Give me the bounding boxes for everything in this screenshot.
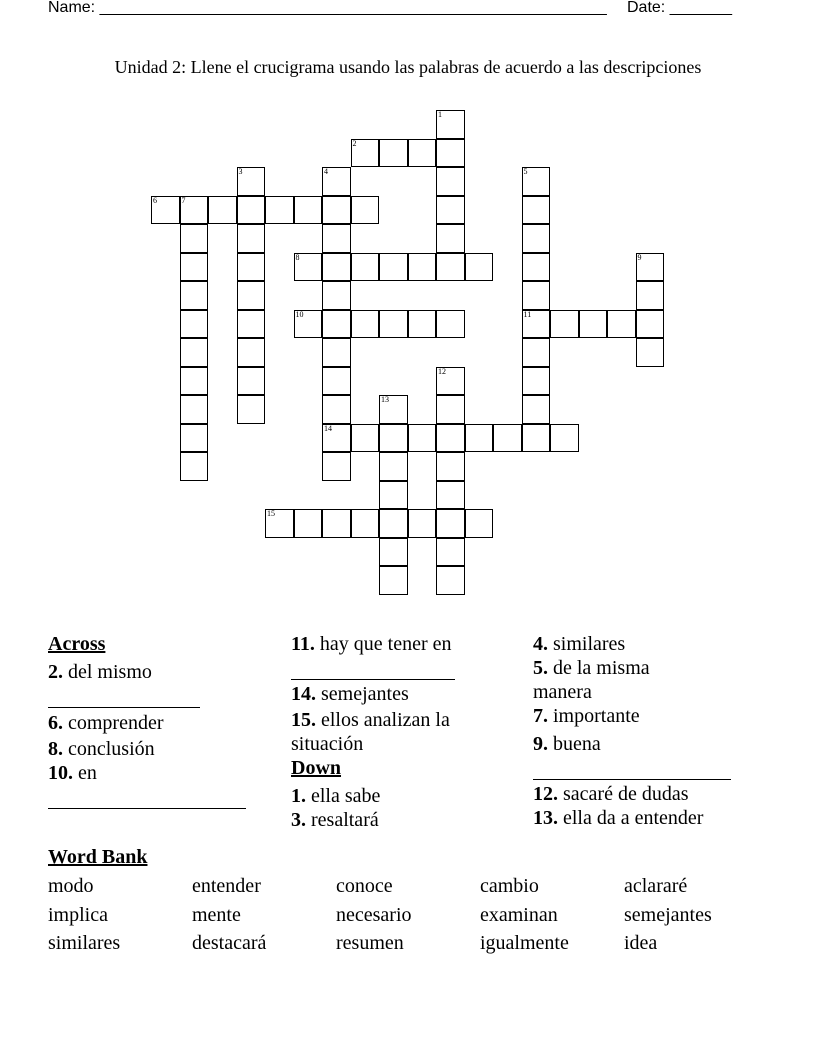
- crossword-cell[interactable]: [465, 509, 494, 538]
- down-clue: 9. buena: [533, 733, 601, 755]
- crossword-cell[interactable]: [237, 224, 266, 253]
- crossword-cell[interactable]: [379, 395, 408, 424]
- crossword-cell[interactable]: [322, 367, 351, 396]
- crossword-cell[interactable]: [180, 196, 209, 225]
- crossword-cell[interactable]: [351, 509, 380, 538]
- crossword-cell[interactable]: [522, 367, 551, 396]
- crossword-cell[interactable]: [237, 253, 266, 282]
- word-bank-word: aclararé: [624, 875, 688, 897]
- crossword-cell[interactable]: [579, 310, 608, 339]
- answer-blank: [533, 756, 763, 780]
- word-bank-word: cambio: [480, 875, 539, 897]
- crossword-cell[interactable]: [379, 509, 408, 538]
- crossword-cell[interactable]: [550, 424, 579, 453]
- across-clue: 6. comprender: [48, 712, 164, 734]
- across-clue: 8. conclusión: [48, 738, 155, 760]
- crossword-cell[interactable]: [408, 253, 437, 282]
- name-field-label: Name: _________________________________________________________: [48, 0, 607, 16]
- crossword-cell[interactable]: [436, 367, 465, 396]
- crossword-cell[interactable]: [522, 196, 551, 225]
- crossword-cell[interactable]: [180, 310, 209, 339]
- word-bank-word: mente: [192, 904, 241, 926]
- crossword-cell[interactable]: [208, 196, 237, 225]
- crossword-cell[interactable]: [180, 253, 209, 282]
- crossword-cell[interactable]: [522, 338, 551, 367]
- word-bank-word: similares: [48, 932, 121, 954]
- clue-number: 13: [381, 395, 389, 404]
- crossword-cell[interactable]: [237, 338, 266, 367]
- crossword-cell[interactable]: [351, 253, 380, 282]
- crossword-cell[interactable]: [607, 310, 636, 339]
- word-bank-word: necesario: [336, 904, 412, 926]
- crossword-cell[interactable]: [636, 281, 665, 310]
- clue-number: 12: [438, 366, 446, 376]
- crossword-cell[interactable]: [294, 310, 323, 339]
- across-clue: 2. del mismo: [48, 661, 152, 683]
- clue-number: 5: [523, 167, 528, 176]
- word-bank-word: idea: [624, 932, 658, 954]
- crossword-cell[interactable]: [379, 566, 408, 595]
- worksheet-title: Unidad 2: Llene el crucigrama usando las palabras de acuerdo a las descripciones: [114, 57, 702, 77]
- crossword-cell[interactable]: [322, 424, 351, 453]
- crossword-cell[interactable]: [436, 139, 465, 168]
- crossword-cell[interactable]: [522, 395, 551, 424]
- word-bank-word: implica: [48, 904, 108, 926]
- word-bank-word: examinan: [480, 904, 558, 926]
- crossword-cell[interactable]: [550, 310, 579, 339]
- crossword-cell[interactable]: [379, 139, 408, 168]
- crossword-cell[interactable]: [151, 196, 180, 225]
- crossword-cell[interactable]: [379, 481, 408, 510]
- down-clue: 3. resaltará: [291, 809, 379, 831]
- crossword-cell[interactable]: [322, 310, 351, 339]
- crossword-cell[interactable]: [180, 338, 209, 367]
- crossword-cell[interactable]: [465, 253, 494, 282]
- clue-number: 7: [181, 195, 186, 205]
- crossword-cell[interactable]: [379, 538, 408, 567]
- clue-number: 6: [153, 195, 157, 205]
- crossword-cell[interactable]: [351, 139, 380, 168]
- crossword-cell[interactable]: [322, 196, 351, 225]
- clue-column-2: [291, 632, 501, 832]
- word-bank-heading: Word Bank: [48, 846, 148, 868]
- crossword-cell[interactable]: [436, 224, 465, 253]
- answer-blank: [48, 785, 248, 809]
- crossword-cell[interactable]: [636, 338, 665, 367]
- crossword-cell[interactable]: [180, 281, 209, 310]
- clue-number: 14: [324, 423, 332, 433]
- crossword-cell[interactable]: [522, 167, 551, 196]
- clue-number: 3: [238, 167, 243, 176]
- crossword-cell[interactable]: [436, 452, 465, 481]
- crossword-cell[interactable]: [322, 452, 351, 481]
- across-heading: Across: [48, 633, 106, 655]
- crossword-cell[interactable]: [351, 310, 380, 339]
- crossword-cell[interactable]: [379, 310, 408, 339]
- crossword-cell[interactable]: [322, 509, 351, 538]
- down-clue: 1. ella sabe: [291, 785, 381, 807]
- crossword-cell[interactable]: [351, 196, 380, 225]
- crossword-cell[interactable]: [436, 509, 465, 538]
- crossword-cell[interactable]: [322, 167, 351, 196]
- crossword-cell[interactable]: [237, 395, 266, 424]
- crossword-cell[interactable]: [322, 253, 351, 282]
- clue-number: 9: [637, 252, 642, 262]
- crossword-cell[interactable]: [180, 452, 209, 481]
- crossword-cell[interactable]: [322, 338, 351, 367]
- clue-column-1: [48, 632, 248, 809]
- across-clue: 11. hay que tener en: [291, 633, 452, 655]
- crossword-cell[interactable]: [522, 224, 551, 253]
- crossword-cell[interactable]: [237, 367, 266, 396]
- crossword-cell[interactable]: [436, 566, 465, 595]
- down-clue: 13. ella da a entender: [533, 807, 704, 829]
- crossword-cell[interactable]: [522, 424, 551, 453]
- across-clue: 10. en: [48, 762, 97, 784]
- clue-number: 15: [267, 509, 275, 518]
- crossword-cell[interactable]: [180, 367, 209, 396]
- date-field-label: Date: _______: [627, 0, 732, 16]
- clue-number: 4: [324, 167, 328, 176]
- crossword-cell[interactable]: [379, 253, 408, 282]
- across-clue: 15. ellos analizan la situación: [291, 709, 450, 755]
- crossword-cell[interactable]: [522, 281, 551, 310]
- crossword-cell[interactable]: [436, 196, 465, 225]
- crossword-cell[interactable]: [322, 281, 351, 310]
- crossword-cell[interactable]: [436, 538, 465, 567]
- down-clue: 4. similares: [533, 633, 626, 655]
- crossword-cell[interactable]: [636, 253, 665, 282]
- crossword-cell[interactable]: [265, 196, 294, 225]
- clue-number: 11: [523, 309, 532, 319]
- crossword-cell[interactable]: [237, 196, 266, 225]
- crossword-cell[interactable]: [636, 310, 665, 339]
- crossword-cell[interactable]: [436, 253, 465, 282]
- crossword-cell[interactable]: [237, 167, 266, 196]
- crossword-cell[interactable]: [436, 110, 465, 139]
- clue-number: 1: [438, 110, 442, 119]
- down-clue: 12. sacaré de dudas: [533, 783, 689, 805]
- crossword-cell[interactable]: [408, 139, 437, 168]
- word-bank-word: conoce: [336, 875, 393, 897]
- down-clue: 5. de la misma manera: [533, 657, 650, 703]
- crossword-cell[interactable]: [322, 395, 351, 424]
- crossword-cell[interactable]: [493, 424, 522, 453]
- crossword-cell[interactable]: [351, 424, 380, 453]
- crossword-cell[interactable]: [379, 452, 408, 481]
- crossword-cell[interactable]: [180, 395, 209, 424]
- crossword-cell[interactable]: [436, 481, 465, 510]
- crossword-cell[interactable]: [408, 509, 437, 538]
- across-clue: 14. semejantes: [291, 683, 409, 705]
- crossword-cell[interactable]: [436, 395, 465, 424]
- crossword-cell[interactable]: [294, 253, 323, 282]
- crossword-cell[interactable]: [436, 167, 465, 196]
- down-heading: Down: [291, 757, 342, 779]
- crossword-cell[interactable]: [436, 424, 465, 453]
- crossword-cell[interactable]: [237, 281, 266, 310]
- word-bank-word: entender: [192, 875, 261, 897]
- down-clue: 7. importante: [533, 705, 640, 727]
- word-bank-word: destacará: [192, 932, 267, 954]
- word-bank-word: semejantes: [624, 904, 712, 926]
- answer-blank: [291, 656, 501, 680]
- crossword-cell[interactable]: [465, 424, 494, 453]
- clue-number: 2: [352, 138, 357, 148]
- crossword-cell[interactable]: [237, 310, 266, 339]
- crossword-cell[interactable]: [408, 310, 437, 339]
- clue-column-3: [533, 632, 763, 830]
- word-bank-word: resumen: [336, 932, 404, 954]
- crossword-cell[interactable]: [180, 224, 209, 253]
- crossword-cell[interactable]: [322, 224, 351, 253]
- crossword-cell[interactable]: [379, 424, 408, 453]
- answer-blank: [48, 684, 248, 708]
- crossword-cell[interactable]: [522, 253, 551, 282]
- crossword-cell[interactable]: [522, 310, 551, 339]
- crossword-cell[interactable]: [180, 424, 209, 453]
- clue-number: 8: [295, 252, 300, 262]
- crossword-cell[interactable]: [408, 424, 437, 453]
- crossword-cell[interactable]: [436, 310, 465, 339]
- word-bank-word: modo: [48, 875, 94, 897]
- word-bank-word: igualmente: [480, 932, 569, 954]
- crossword-cell[interactable]: [294, 509, 323, 538]
- crossword-cell[interactable]: [294, 196, 323, 225]
- clue-number: 10: [295, 309, 304, 319]
- crossword-cell[interactable]: [265, 509, 294, 538]
